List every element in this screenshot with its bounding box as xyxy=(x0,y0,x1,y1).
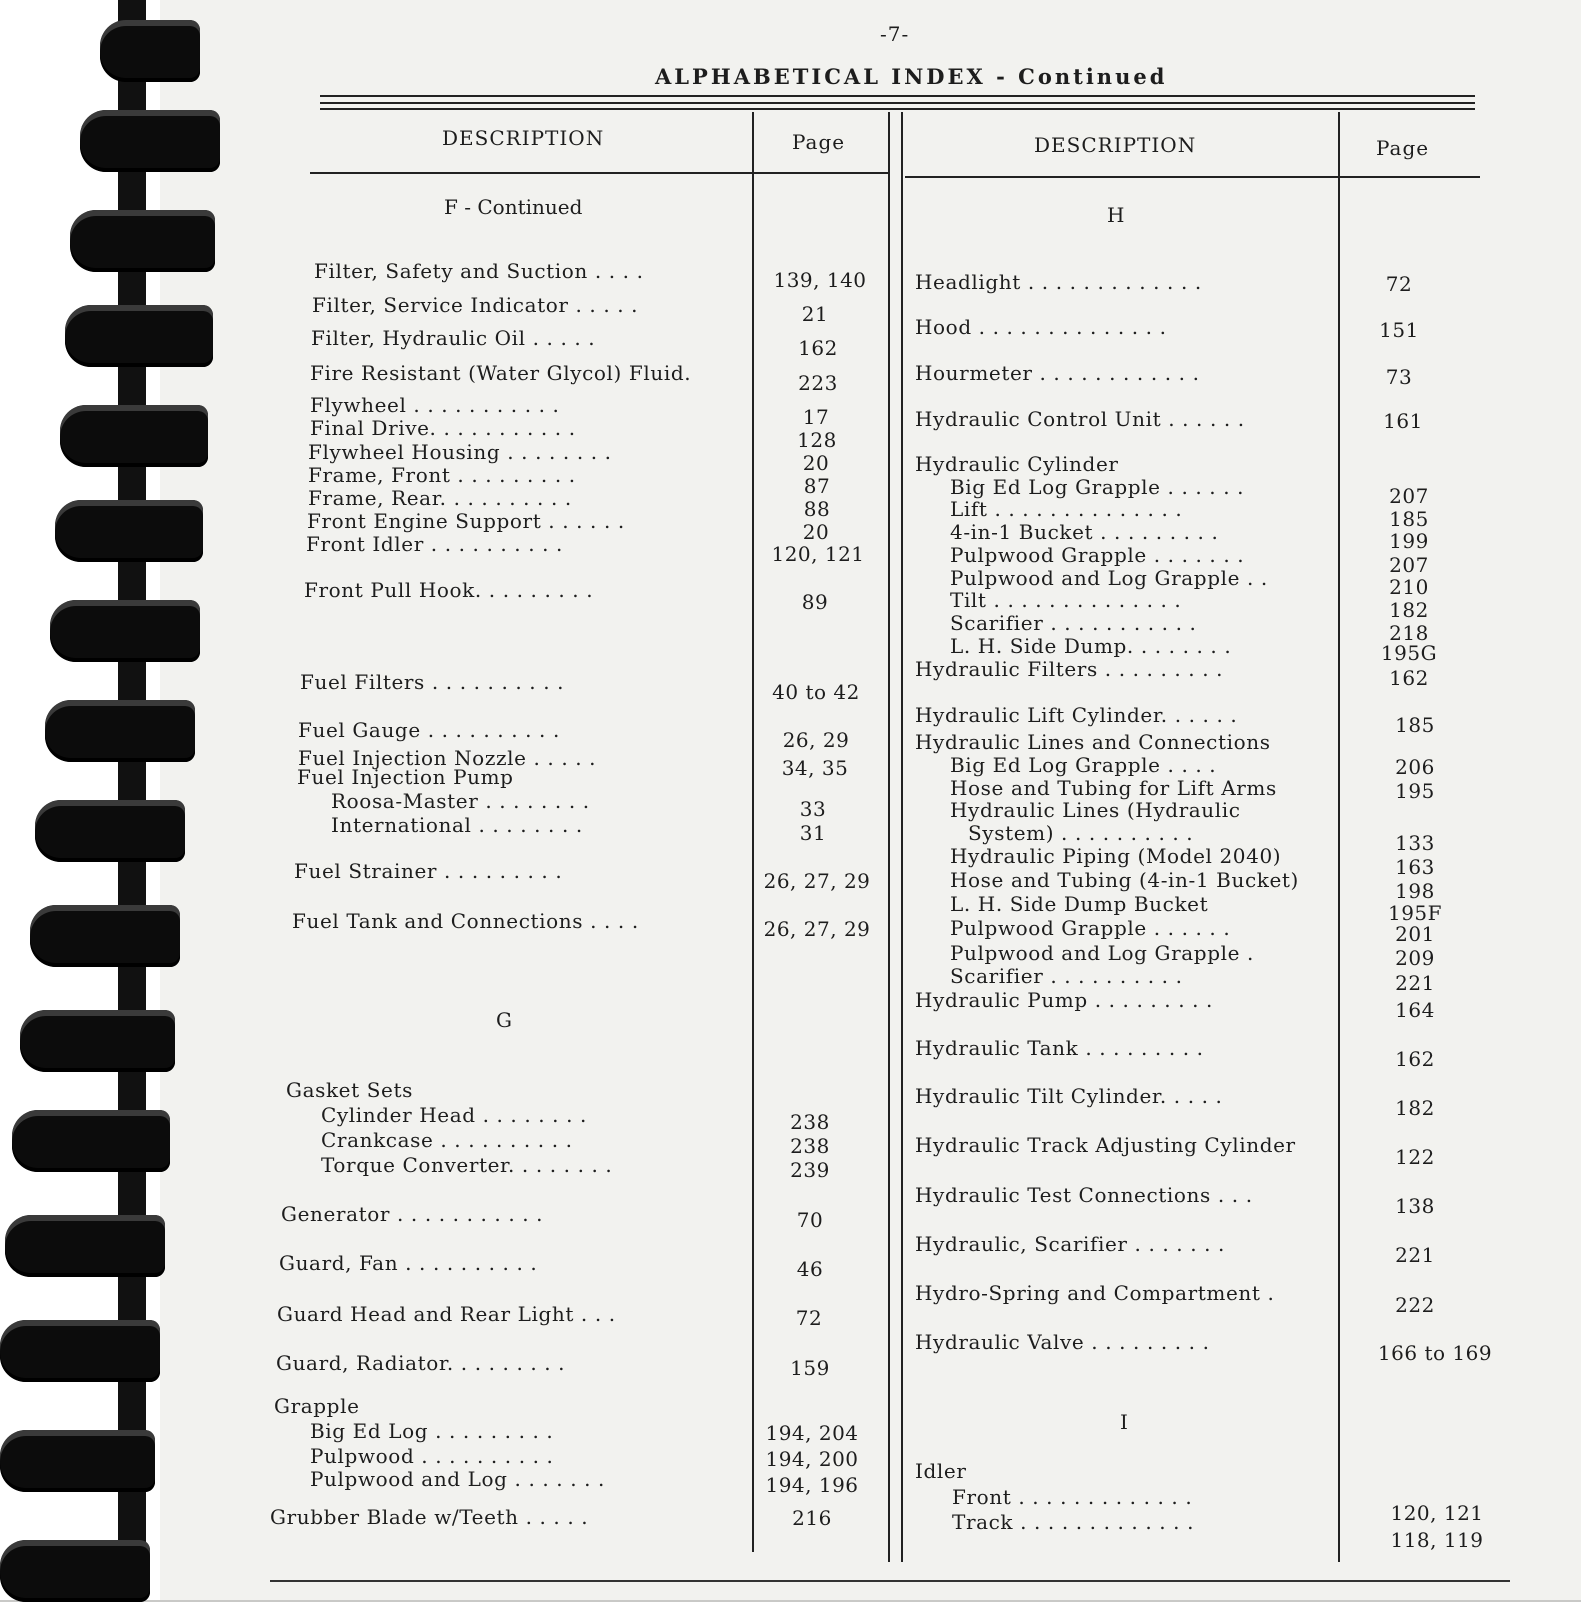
index-entry: Big Ed Log Grapple . . . . xyxy=(950,753,1217,777)
index-entry: Crankcase . . . . . . . . . . xyxy=(321,1128,573,1152)
index-entry: Track . . . . . . . . . . . . . xyxy=(952,1510,1195,1534)
entry-page: 20 xyxy=(802,451,830,475)
entry-page: 87 xyxy=(803,474,831,498)
binding-coil xyxy=(80,110,220,172)
index-entry: Big Ed Log . . . . . . . . . xyxy=(310,1419,554,1443)
index-entry: Front Engine Support . . . . . . xyxy=(307,509,625,533)
entry-page: 73 xyxy=(1385,365,1413,389)
binding-coil xyxy=(55,500,203,562)
index-entry: System) . . . . . . . . . . xyxy=(968,821,1194,845)
index-entry: Hydraulic Cylinder xyxy=(915,452,1119,476)
entry-page: 199 xyxy=(1389,529,1429,553)
index-entry: Tilt . . . . . . . . . . . . . . xyxy=(950,588,1182,612)
binding-coil xyxy=(50,600,200,662)
binding-coil xyxy=(5,1215,165,1277)
index-entry: Fuel Gauge . . . . . . . . . . xyxy=(298,718,560,742)
binding-coil xyxy=(0,1320,160,1382)
index-entry: Front Pull Hook. . . . . . . . . xyxy=(304,578,594,602)
entry-page: 198 xyxy=(1395,879,1435,903)
index-entry: Gasket Sets xyxy=(286,1078,413,1102)
index-entry: Guard, Radiator. . . . . . . . . xyxy=(276,1351,566,1375)
index-entry: Guard Head and Rear Light . . . xyxy=(277,1302,616,1326)
binding-coil xyxy=(35,800,185,862)
index-entry: 4-in-1 Bucket . . . . . . . . . xyxy=(950,520,1219,544)
section-heading: F - Continued xyxy=(444,195,583,219)
entry-page: 40 to 42 xyxy=(772,680,860,704)
page-title: ALPHABETICAL INDEX - Continued xyxy=(655,64,1168,89)
entry-page: 223 xyxy=(798,371,838,395)
index-entry: Flywheel Housing . . . . . . . . xyxy=(308,440,612,464)
section-heading: H xyxy=(1107,203,1125,227)
index-entry: Torque Converter. . . . . . . . xyxy=(321,1153,613,1177)
index-entry: Filter, Safety and Suction . . . . xyxy=(314,259,644,283)
entry-page: 118, 119 xyxy=(1390,1528,1484,1552)
entry-page: 207 xyxy=(1389,484,1429,508)
right-description-header: DESCRIPTION xyxy=(1034,133,1197,157)
entry-page: 221 xyxy=(1395,971,1435,995)
top-rule xyxy=(320,108,1475,110)
binding-coil xyxy=(30,905,180,967)
index-entry: Idler xyxy=(915,1459,967,1483)
bottom-rule xyxy=(270,1580,1510,1582)
top-rule xyxy=(320,95,1475,97)
index-entry: Hourmeter . . . . . . . . . . . . xyxy=(915,361,1200,385)
left-description-header: DESCRIPTION xyxy=(442,126,605,150)
binding-coil xyxy=(0,1540,150,1602)
entry-page: 182 xyxy=(1395,1096,1435,1120)
entry-page: 26, 29 xyxy=(782,728,850,752)
entry-page: 195G xyxy=(1380,641,1438,665)
index-entry: Hydraulic Track Adjusting Cylinder xyxy=(915,1133,1296,1157)
binding-coil xyxy=(12,1110,170,1172)
index-entry: Final Drive. . . . . . . . . . . xyxy=(310,416,576,440)
entry-page: 238 xyxy=(790,1134,830,1158)
entry-page: 216 xyxy=(792,1506,832,1530)
index-entry: Hydraulic Valve . . . . . . . . . xyxy=(915,1330,1210,1354)
section-heading: I xyxy=(1120,1410,1128,1434)
entry-page: 239 xyxy=(790,1158,830,1182)
index-entry: Hydraulic, Scarifier . . . . . . . xyxy=(915,1232,1225,1256)
index-entry: Hydraulic Lines (Hydraulic xyxy=(950,798,1241,822)
entry-page: 72 xyxy=(1385,272,1413,296)
index-entry: Fuel Tank and Connections . . . . xyxy=(292,909,639,933)
index-entry: Hydraulic Piping (Model 2040) xyxy=(950,844,1282,868)
entry-page: 182 xyxy=(1389,598,1429,622)
index-entry: Fuel Injection Pump xyxy=(297,765,514,789)
entry-page: 159 xyxy=(790,1356,830,1380)
index-entry: Hose and Tubing for Lift Arms xyxy=(950,776,1277,800)
entry-page: 195F xyxy=(1387,901,1443,925)
index-entry: Frame, Front . . . . . . . . . xyxy=(308,463,576,487)
binding-coil xyxy=(20,1010,175,1072)
index-entry: Scarifier . . . . . . . . . . xyxy=(950,964,1183,988)
entry-page: 46 xyxy=(796,1257,824,1281)
index-entry: Pulpwood Grapple . . . . . . . xyxy=(950,543,1245,567)
entry-page: 17 xyxy=(802,405,830,429)
entry-page: 162 xyxy=(798,336,838,360)
index-entry: Hydraulic Tilt Cylinder. . . . . xyxy=(915,1084,1223,1108)
right-column-divider xyxy=(1338,112,1340,1562)
entry-page: 195 xyxy=(1395,779,1435,803)
index-entry: Generator . . . . . . . . . . . xyxy=(281,1202,544,1226)
index-entry: Grapple xyxy=(274,1394,360,1418)
index-entry: Hood . . . . . . . . . . . . . . xyxy=(915,315,1167,339)
right-header-rule xyxy=(905,176,1480,178)
index-entry: Cylinder Head . . . . . . . . xyxy=(321,1103,587,1127)
index-entry: Pulpwood Grapple . . . . . . xyxy=(950,916,1231,940)
entry-page: 151 xyxy=(1379,318,1419,342)
index-entry: Roosa-Master . . . . . . . . xyxy=(331,789,590,813)
index-entry: Hydraulic Lines and Connections xyxy=(915,730,1271,754)
entry-page: 70 xyxy=(796,1208,824,1232)
left-column-divider xyxy=(752,112,754,1552)
entry-page: 26, 27, 29 xyxy=(763,869,871,893)
entry-page: 34, 35 xyxy=(781,756,849,780)
binding-coil xyxy=(100,20,200,82)
entry-page: 31 xyxy=(799,821,827,845)
binding-coil xyxy=(0,1430,155,1492)
index-entry: L. H. Side Dump. . . . . . . . xyxy=(950,634,1232,658)
index-entry: Pulpwood and Log Grapple . xyxy=(950,941,1254,965)
entry-page: 162 xyxy=(1395,1047,1435,1071)
center-divider xyxy=(901,112,903,1562)
index-entry: Hydro-Spring and Compartment . xyxy=(915,1281,1275,1305)
left-header-rule xyxy=(310,172,890,174)
page-number: -7- xyxy=(880,22,910,46)
index-entry: Front . . . . . . . . . . . . . xyxy=(952,1485,1193,1509)
index-entry: Hydraulic Pump . . . . . . . . . xyxy=(915,988,1213,1012)
binding-coil xyxy=(70,210,215,272)
entry-page: 162 xyxy=(1389,666,1429,690)
right-page-header: Page xyxy=(1376,136,1430,160)
entry-page: 139, 140 xyxy=(773,268,867,292)
index-entry: Big Ed Log Grapple . . . . . . xyxy=(950,475,1245,499)
binding-coil xyxy=(60,405,208,467)
entry-page: 72 xyxy=(795,1306,823,1330)
entry-page: 33 xyxy=(799,797,827,821)
entry-page: 207 xyxy=(1389,553,1429,577)
entry-page: 20 xyxy=(802,520,830,544)
entry-page: 238 xyxy=(790,1110,830,1134)
index-entry: Pulpwood and Log Grapple . . xyxy=(950,566,1268,590)
binding-coil xyxy=(65,305,213,367)
entry-page: 164 xyxy=(1395,998,1435,1022)
index-entry: Filter, Hydraulic Oil . . . . . xyxy=(311,326,596,350)
index-entry: Fuel Filters . . . . . . . . . . xyxy=(300,670,565,694)
index-entry: International . . . . . . . . xyxy=(331,813,583,837)
entry-page: 218 xyxy=(1389,621,1429,645)
entry-page: 122 xyxy=(1395,1145,1435,1169)
index-entry: L. H. Side Dump Bucket xyxy=(950,892,1209,916)
left-page-header: Page xyxy=(792,130,846,154)
entry-page: 210 xyxy=(1389,575,1429,599)
entry-page: 206 xyxy=(1395,755,1435,779)
index-entry: Hydraulic Lift Cylinder. . . . . . xyxy=(915,703,1238,727)
entry-page: 161 xyxy=(1383,409,1423,433)
entry-page: 194, 204 xyxy=(765,1421,859,1445)
entry-page: 201 xyxy=(1395,922,1435,946)
index-entry: Fire Resistant (Water Glycol) Fluid. xyxy=(310,361,692,385)
entry-page: 88 xyxy=(803,497,831,521)
index-entry: Hydraulic Tank . . . . . . . . . xyxy=(915,1036,1204,1060)
entry-page: 194, 196 xyxy=(765,1473,859,1497)
entry-page: 120, 121 xyxy=(771,542,865,566)
entry-page: 163 xyxy=(1395,855,1435,879)
spiral-binding xyxy=(0,0,160,1600)
index-entry: Scarifier . . . . . . . . . . . xyxy=(950,611,1197,635)
entry-page: 21 xyxy=(801,302,829,326)
entry-page: 89 xyxy=(801,590,829,614)
entry-page: 138 xyxy=(1395,1194,1435,1218)
index-entry: Hydraulic Test Connections . . . xyxy=(915,1183,1253,1207)
entry-page: 185 xyxy=(1389,507,1429,531)
section-heading: G xyxy=(496,1008,512,1032)
entry-page: 166 to 169 xyxy=(1377,1341,1493,1365)
binding-coil xyxy=(45,700,195,762)
index-entry: Pulpwood and Log . . . . . . . xyxy=(310,1467,605,1491)
entry-page: 128 xyxy=(797,428,837,452)
index-entry: Fuel Injection Nozzle . . . . . xyxy=(298,746,597,770)
index-entry: Filter, Service Indicator . . . . . xyxy=(312,293,639,317)
index-entry: Pulpwood . . . . . . . . . . xyxy=(310,1444,554,1468)
entry-page: 222 xyxy=(1395,1293,1435,1317)
entry-page: 194, 200 xyxy=(765,1447,859,1471)
index-entry: Hydraulic Control Unit . . . . . . xyxy=(915,407,1245,431)
entry-page: 221 xyxy=(1395,1243,1435,1267)
index-entry: Front Idler . . . . . . . . . . xyxy=(306,532,563,556)
index-entry: Hose and Tubing (4-in-1 Bucket) xyxy=(950,868,1299,892)
center-divider xyxy=(888,112,890,1562)
index-entry: Hydraulic Filters . . . . . . . . . xyxy=(915,657,1224,681)
index-entry: Grubber Blade w/Teeth . . . . . xyxy=(270,1505,589,1529)
entry-page: 209 xyxy=(1395,946,1435,970)
entry-page: 120, 121 xyxy=(1390,1501,1484,1525)
index-entry: Guard, Fan . . . . . . . . . . xyxy=(279,1251,538,1275)
entry-page: 26, 27, 29 xyxy=(763,917,871,941)
index-entry: Frame, Rear. . . . . . . . . . xyxy=(308,486,572,510)
index-entry: Headlight . . . . . . . . . . . . . xyxy=(915,270,1202,294)
index-entry: Fuel Strainer . . . . . . . . . xyxy=(294,859,563,883)
entry-page: 185 xyxy=(1395,713,1435,737)
top-rule xyxy=(320,102,1475,104)
index-entry: Flywheel . . . . . . . . . . . xyxy=(310,393,560,417)
entry-page: 133 xyxy=(1395,831,1435,855)
index-entry: Lift . . . . . . . . . . . . . . xyxy=(950,497,1183,521)
